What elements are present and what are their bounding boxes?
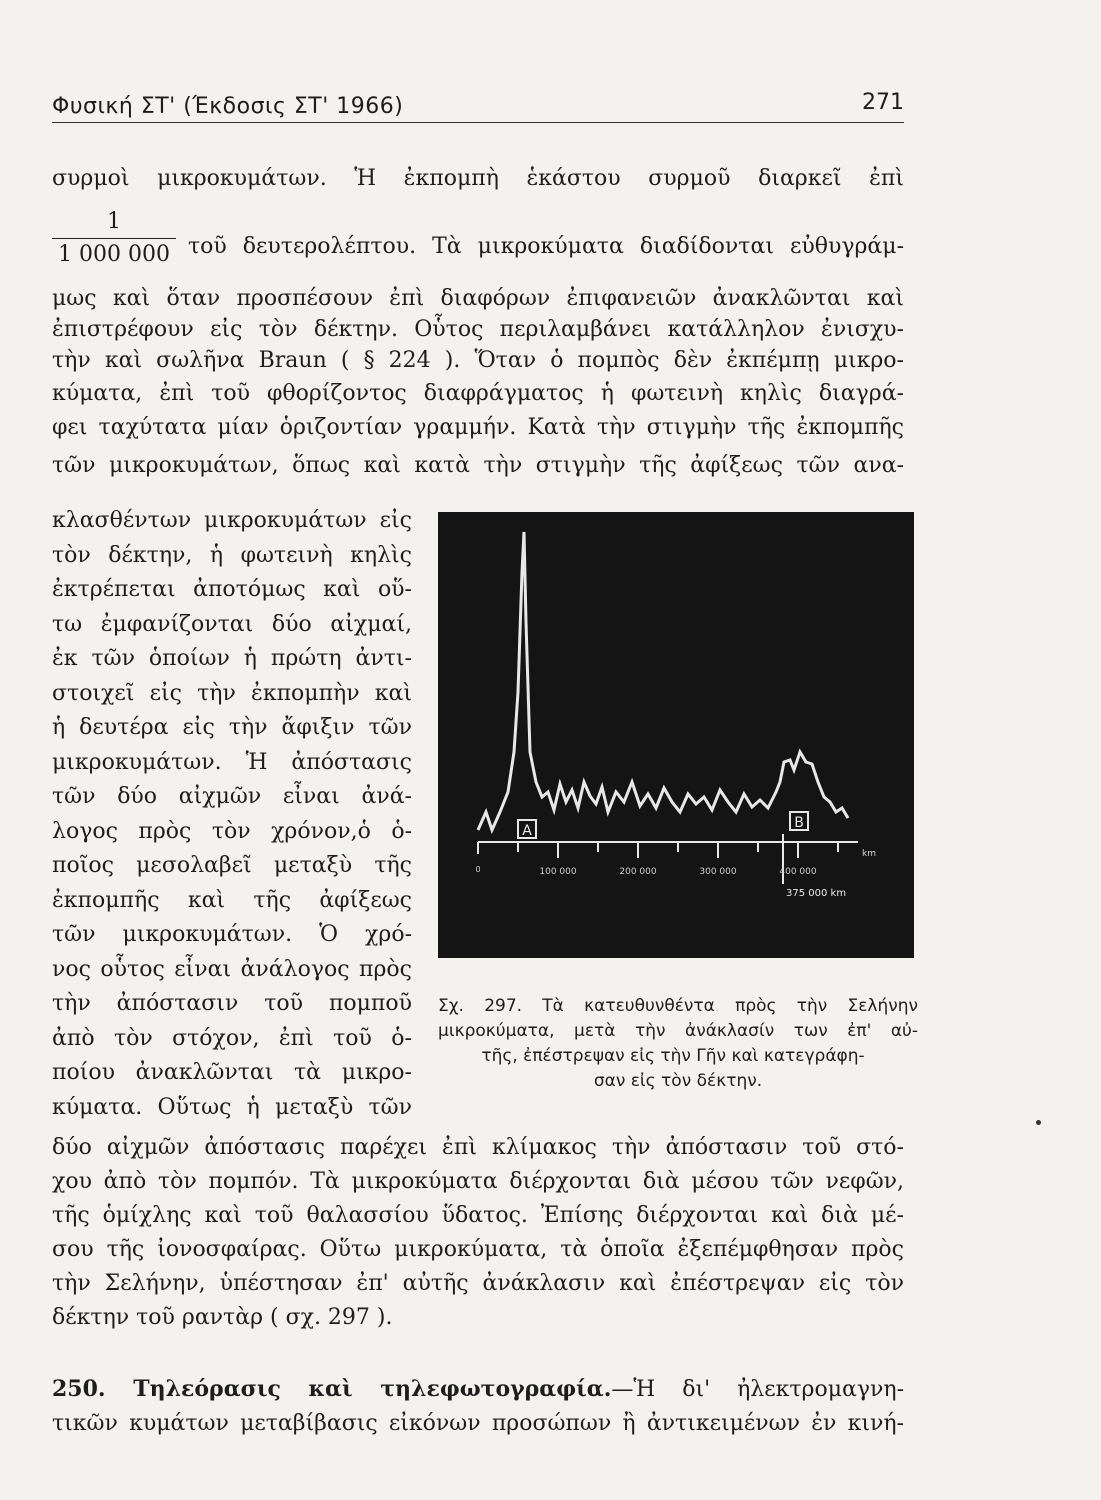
tail-line: τὴν Σελήνην, ὑπέστησαν ἐπ' αὐτῆς ἀνάκλασιν καὶ ἐπέστρεψαν εἰς τὸν (52, 1271, 904, 1296)
oscilloscope-figure (438, 512, 914, 958)
caption-line: μικροκύματα, μετὰ τὴν ἀνάκλασίν των ἐπ' αὐ- (438, 1021, 918, 1041)
body-line: τὴν καὶ σωλῆνα Braun ( § 224 ). Ὅταν ὁ πομπὸς δὲν ἐκπέμπῃ μικρο- (52, 348, 904, 373)
body-line: μως καὶ ὅταν προσπέσουν ἐπὶ διαφόρων ἐπιφανειῶν ἀνακλῶνται καὶ (52, 286, 904, 311)
body-line: ἐπιστρέφουν εἰς τὸν δέκτην. Οὗτος περιλαμβάνει κατάλληλον ἐνισχυ- (52, 317, 904, 342)
column-line: μικροκυμάτων. Ἡ ἀπόστασις (52, 749, 412, 775)
column-line: τω ἐμφανίζονται δύο αἰχμαί, (52, 611, 412, 637)
body-line: τοῦ δευτερολέπτου. Τὰ μικροκύματα διαδίδονται εὐθυγράμ- (188, 234, 904, 259)
column-line: ποῖος μεσολαβεῖ μεταξὺ τῆς (52, 853, 412, 878)
body-line: τῶν μικροκυμάτων, ὅπως καὶ κατὰ τὴν στιγμὴν τῆς ἀφίξεως τῶν ανα- (52, 453, 904, 478)
tail-line: δύο αἰχμῶν ἀπόστασις παρέχει ἐπὶ κλίμακος τὴν ἀπόστασιν τοῦ στό- (52, 1135, 904, 1160)
figure-caption (438, 994, 918, 1094)
column-line: ἐκπομπῆς καὶ τῆς ἀφίξεως (52, 887, 412, 913)
column-line: τῶν μικροκυμάτων. Ὁ χρό- (52, 922, 412, 947)
body-line: συρμοὶ μικροκυμάτων. Ἡ ἐκπομπὴ ἑκάστου συρμοῦ διαρκεῖ ἐπὶ (52, 166, 904, 191)
caption-line: σαν εἰς τὸν δέκτην. (593, 1071, 763, 1091)
caption-line: Σχ. 297. Τὰ κατευθυνθέντα πρὸς τὴν Σελήνην (438, 996, 918, 1016)
marker-label: 375 000 km (786, 888, 847, 899)
column-line: ἐκ τῶν ὁποίων ἡ πρώτη ἀντι- (52, 646, 412, 671)
tick-label-200000: 200 000 (619, 867, 657, 877)
column-line: τῶν δύο αἰχμῶν εἶναι ἀνά- (52, 784, 412, 809)
column-line: λογος πρὸς τὸν χρόνον,ὁ ὁ- (52, 818, 412, 844)
caption-line: τῆς, ἐπέστρεψαν εἰς τὴν Γῆν καὶ κατεγράφη- (481, 1046, 865, 1066)
fraction-bar (52, 238, 176, 239)
running-title: Φυσική ΣΤ' (Έκδοσις ΣΤ' 1966) (52, 94, 404, 119)
fraction (52, 208, 176, 269)
column-line: στοιχεῖ εἰς τὴν ἐκπομπὴν καὶ (52, 680, 412, 706)
axis-unit: km (862, 849, 876, 859)
column-line: κλασθέντων μικροκυμάτων εἰς (52, 508, 412, 533)
body-line: φει ταχύτατα μίαν ὁριζοντίαν γραμμήν. Κατὰ τὴν στιγμὴν τῆς ἐκπομπῆς (52, 415, 904, 440)
tick-label-zero: 0 (475, 865, 481, 874)
column-line: τὴν ἀπόστασιν τοῦ πομποῦ (52, 991, 412, 1016)
tick-label-400000: 400 000 (779, 867, 817, 877)
column-line: νος οὗτος εἶναι ἀνάλογος πρὸς (52, 956, 412, 982)
fraction-denominator: 1 000 000 (58, 242, 170, 267)
tail-line: σου τῆς ἰονοσφαίρας. Οὕτω μικροκύματα, τὰ ὁποῖα ἐξεπέμφθησαν πρὸς (52, 1237, 904, 1262)
column-line: κύματα. Οὕτως ἡ μεταξὺ τῶν (52, 1094, 412, 1120)
tick-label-300000: 300 000 (699, 867, 737, 877)
tail-line: τῆς ὁμίχλης καὶ τοῦ θαλασσίου ὕδατος. Ἐπίσης διέρχονται καὶ διὰ μέ- (52, 1203, 904, 1228)
speck (1036, 1120, 1041, 1125)
label-b: B (794, 815, 804, 831)
page-number: 271 (862, 90, 904, 115)
column-line: ἀπὸ τὸν στόχον, ἐπὶ τοῦ ὁ- (52, 1025, 412, 1051)
fraction-numerator: 1 (107, 209, 121, 234)
column-line: ἐκτρέπεται ἀποτόμως καὶ οὕ- (52, 577, 412, 602)
label-a: A (522, 823, 532, 839)
column-line: ἡ δευτέρα εἰς τὴν ἄφιξιν τῶν (52, 715, 412, 740)
page-header (52, 88, 904, 123)
section-body-line: τικῶν κυμάτων μεταβίβασις εἰκόνων προσώπων ἢ ἀντικειμένων ἐν κινή- (52, 1411, 904, 1436)
tick-label-100000: 100 000 (539, 867, 577, 877)
section-heading (52, 1376, 904, 1402)
section-intro: —Ἡ δι' ἠλεκτρομαγνη- (611, 1377, 904, 1402)
column-line: ποίου ἀνακλῶνται τὰ μικρο- (52, 1060, 412, 1085)
column-line: τὸν δέκτην, ἡ φωτεινὴ κηλὶς (52, 542, 412, 568)
tail-line: δέκτην τοῦ ραντὰρ ( σχ. 297 ). (52, 1305, 393, 1330)
section-title: 250. Τηλεόρασις καὶ τηλεφωτογραφία. (52, 1376, 612, 1402)
tail-line: χου ἀπὸ τὸν πομπόν. Τὰ μικροκύματα διέρχονται διὰ μέσου τῶν νεφῶν, (52, 1169, 904, 1194)
body-line: κύματα, ἐπὶ τοῦ φθορίζοντος διαφράγματος ἡ φωτεινὴ κηλὶς διαγρά- (52, 381, 904, 406)
